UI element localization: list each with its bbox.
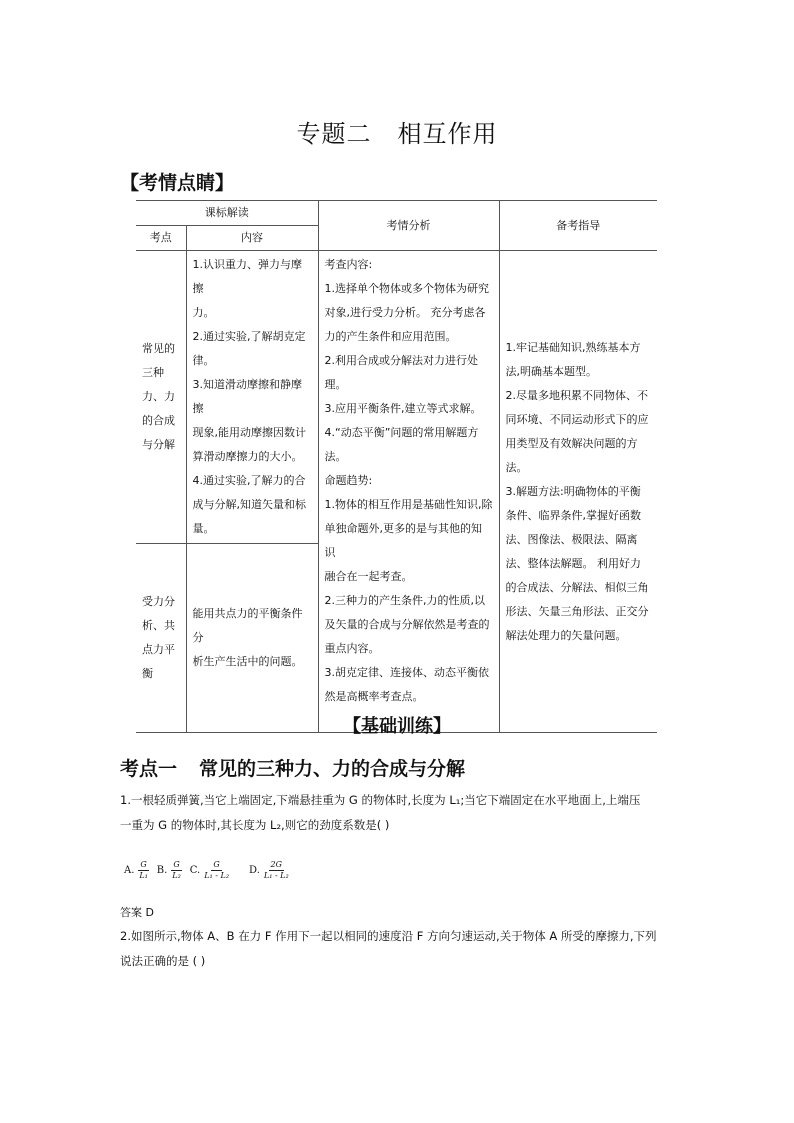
option-a-fraction: $\frac{G}{\text{L₁}}$	[139, 860, 148, 880]
question-2	[120, 924, 676, 974]
question-1	[120, 788, 676, 838]
section-heading: 【考情点睛】	[120, 172, 235, 194]
header-guide: 备考指导	[499, 201, 657, 251]
page-title	[0, 114, 794, 149]
basic-training-heading: 【基础训练】	[343, 716, 451, 737]
header-topic: 考点	[136, 226, 186, 251]
option-c-label: C.	[189, 865, 201, 876]
q1-line2: 一重为 G 的物体时,其长度为 L₂,则它的劲度系数是( )	[120, 818, 390, 832]
option-b-fraction: $\frac{G}{\text{L₂}}$	[172, 860, 181, 880]
row1-content: 1.认识重力、弹力与摩擦 力。 2.通过实验,了解胡克定 律。 3.知道滑动摩擦和静摩擦 现象,能用动摩擦因数计 算滑动摩擦力的大小。 4.通过实验,了解力的合 成与分解,知道矢量和标 量。	[186, 251, 318, 544]
option-c-fraction: $\frac{G}{\text{L₁ - L₂}}$	[204, 860, 230, 880]
q2-line2: 说法正确的是 ( )	[120, 954, 206, 968]
row1-topic: 常见的 三种 力、力 的合成 与分解	[136, 251, 186, 544]
q1-options	[120, 860, 291, 881]
row2-topic: 受力分 析、共 点力平 衡	[136, 544, 186, 733]
title-part1: 专题二	[296, 120, 372, 148]
option-d-label: D.	[249, 865, 260, 876]
kaodian-heading	[120, 754, 465, 781]
title-part2: 相互作用	[397, 120, 498, 148]
option-a-label: A.	[124, 865, 135, 876]
header-analysis: 考情分析	[318, 201, 499, 251]
header-curriculum: 课标解读	[136, 201, 318, 226]
row2-content: 能用共点力的平衡条件分 析生产生活中的问题。	[186, 544, 318, 733]
q2-line1: 2.如图所示,物体 A、B 在力 F 作用下一起以相同的速度沿 F 方向匀速运动,关于物体 A 所受的摩擦力,下列	[120, 929, 657, 943]
analysis-table	[136, 200, 657, 733]
analysis-content: 考查内容: 1.选择单个物体或多个物体为研究 对象,进行受力分析。 充分考虑各 力的产生条件和应用范围。 2.利用合成或分解法对力进行处 理。 3.应用平衡条件,建立等式求解。 4.“动态平衡”问题的常用解题方 法。 命题趋势: 1.物体的相互作用是基础性知识,除 单独命题外,更多的是与其他的知识 融合在一起考查。 2.三种力的产生条件,力的性质,以 及矢量的合成与分解依然是考查的 重点内容。 3.胡克定律、连接体、动态平衡依 然是高概率考查点。	[318, 251, 499, 733]
guide-content: 1.牢记基础知识,熟练基本方 法,明确基本题型。 2.尽量多地积累不同物体、不 同环境、不同运动形式下的应 用类型及有效解决问题的方 法。 3.解题方法:明确物体的平衡 条件、临界条件,掌握好函数 法、图像法、极限法、隔离 法、整体法解题。 利用好力 的合成法、分解法、相似三角 形法、矢量三角形法、正交分 解法处理力的矢量问题。	[499, 251, 657, 733]
option-b-label: B.	[156, 865, 168, 876]
q1-answer: 答案 D	[120, 906, 154, 919]
kaodian-title: 常见的三种力、力的合成与分解	[199, 758, 466, 780]
option-d-fraction: $\frac{2G}{\text{L₁ - L₂}}$	[263, 860, 289, 880]
header-content: 内容	[186, 226, 318, 251]
q1-line1: 1.一根轻质弹簧,当它上端固定,下端悬挂重为 G 的物体时,长度为 L₁;当它下端固定在水平地面上,上端压	[120, 793, 641, 807]
kaodian-number: 考点一	[120, 758, 178, 780]
